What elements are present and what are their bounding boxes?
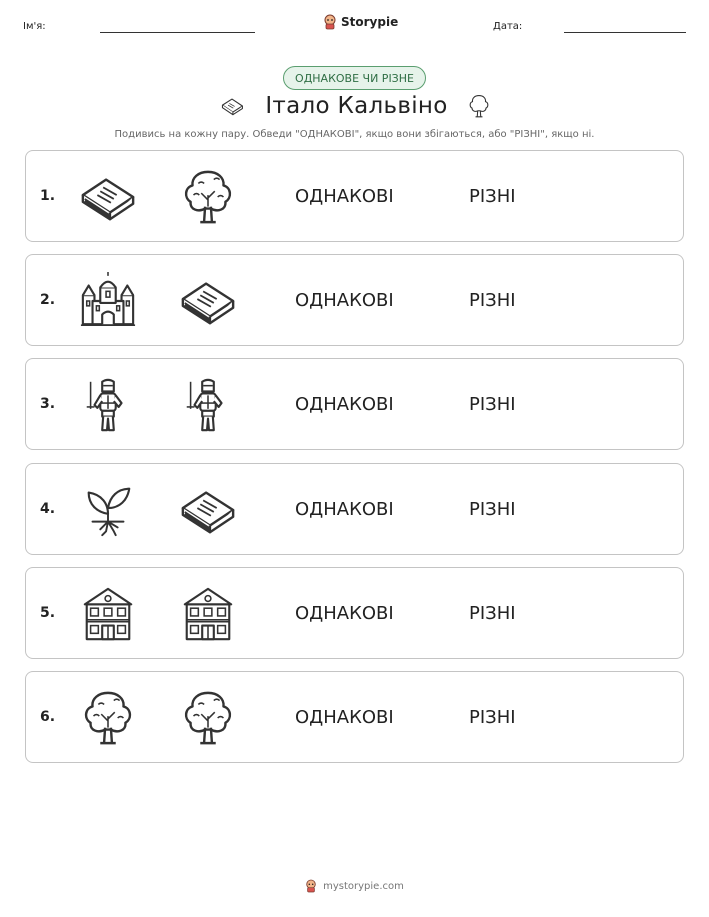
exercise-row bbox=[25, 358, 684, 450]
worksheet-type-badge: ОДНАКОВЕ ЧИ РІЗНЕ bbox=[283, 66, 426, 90]
tree-icon bbox=[466, 92, 492, 120]
exercise-row bbox=[25, 671, 684, 763]
castle-icon bbox=[79, 272, 137, 330]
option-different[interactable]: РІЗНІ bbox=[469, 394, 516, 415]
name-label: Ім'я: bbox=[23, 21, 46, 32]
row-number: 5. bbox=[40, 605, 56, 621]
exercise-row bbox=[25, 254, 684, 346]
option-different[interactable]: РІЗНІ bbox=[469, 603, 516, 624]
footer bbox=[0, 879, 709, 893]
row-number: 2. bbox=[40, 292, 56, 308]
knight-icon bbox=[79, 376, 137, 434]
exercise-row bbox=[25, 463, 684, 555]
option-same[interactable]: ОДНАКОВІ bbox=[295, 603, 394, 624]
date-label: Дата: bbox=[493, 21, 523, 32]
book-icon bbox=[217, 93, 247, 119]
tree-icon bbox=[79, 689, 137, 747]
exercise-row bbox=[25, 567, 684, 659]
option-same[interactable]: ОДНАКОВІ bbox=[295, 186, 394, 207]
option-same[interactable]: ОДНАКОВІ bbox=[295, 707, 394, 728]
name-line[interactable] bbox=[100, 32, 255, 33]
option-different[interactable]: РІЗНІ bbox=[469, 499, 516, 520]
brand-logo bbox=[323, 14, 398, 30]
tree-icon bbox=[179, 168, 237, 226]
sprout-icon bbox=[79, 481, 137, 539]
book-icon bbox=[79, 168, 137, 226]
footer-url: mystorypie.com bbox=[323, 880, 404, 892]
storypie-mascot-icon bbox=[305, 879, 317, 893]
townhouse-icon bbox=[179, 585, 237, 643]
row-number: 3. bbox=[40, 396, 56, 412]
instructions: Подивись на кожну пару. Обведи "ОДНАКОВІ", якщо вони збігаються, або "РІЗНІ", якщо ні. bbox=[114, 129, 595, 140]
title-row bbox=[0, 92, 709, 120]
book-icon bbox=[179, 272, 237, 330]
page-title: Італо Кальвіно bbox=[265, 93, 448, 119]
option-same[interactable]: ОДНАКОВІ bbox=[295, 499, 394, 520]
book-icon bbox=[179, 481, 237, 539]
row-number: 4. bbox=[40, 501, 56, 517]
option-different[interactable]: РІЗНІ bbox=[469, 290, 516, 311]
row-number: 6. bbox=[40, 709, 56, 725]
brand-name: Storypie bbox=[341, 15, 399, 29]
storypie-mascot-icon bbox=[323, 14, 337, 30]
row-number: 1. bbox=[40, 188, 56, 204]
townhouse-icon bbox=[79, 585, 137, 643]
option-same[interactable]: ОДНАКОВІ bbox=[295, 290, 394, 311]
tree-icon bbox=[179, 689, 237, 747]
option-same[interactable]: ОДНАКОВІ bbox=[295, 394, 394, 415]
exercise-row bbox=[25, 150, 684, 242]
knight-icon bbox=[179, 376, 237, 434]
option-different[interactable]: РІЗНІ bbox=[469, 707, 516, 728]
option-different[interactable]: РІЗНІ bbox=[469, 186, 516, 207]
date-line[interactable] bbox=[564, 32, 686, 33]
